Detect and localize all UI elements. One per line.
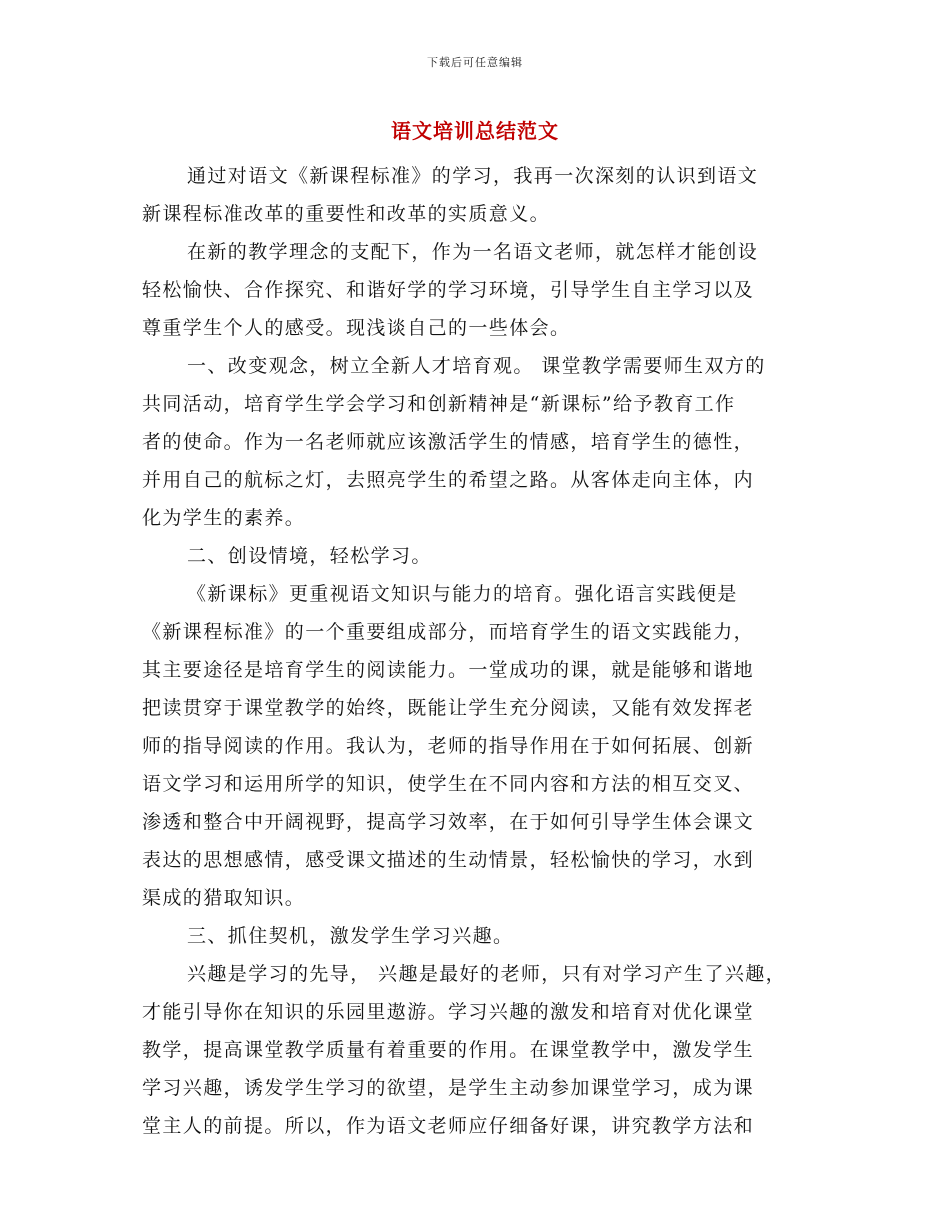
paragraph-line: 《新课程标准》的一个重要组成部分，而培育学生的语文实践能力， — [142, 621, 755, 643]
paragraph-line: 堂主人的前提。所以，作为语文老师应仔细备好课，讲究教学方法和 — [142, 1115, 755, 1137]
paragraph-line: 尊重学生个人的感受。现浅谈自己的一些体会。 — [142, 317, 571, 339]
paragraph-line: 者的使命。作为一名老师就应该激活学生的情感，培育学生的德性， — [142, 431, 755, 453]
page-header-note: 下载后可任意编辑 — [427, 56, 523, 69]
paragraph-line: 《新课标》更重视语文知识与能力的培育。强化语言实践便是 — [187, 583, 738, 605]
paragraph-line: 并用自己的航标之灯，去照亮学生的希望之路。从客体走向主体，内 — [142, 469, 755, 491]
paragraph-line: 轻松愉快、合作探究、和谐好学的学习环境，引导学生自主学习以及 — [142, 279, 755, 301]
paragraph-line: 才能引导你在知识的乐园里遨游。学习兴趣的激发和培育对优化课堂 — [142, 1001, 755, 1023]
document-body — [142, 157, 842, 1145]
paragraph-line: 学习兴趣，诱发学生学习的欲望，是学生主动参加课堂学习，成为课 — [142, 1077, 755, 1099]
paragraph-line: 表达的思想感情，感受课文描述的生动情景，轻松愉快的学习，水到 — [142, 849, 755, 871]
paragraph-line: 语文学习和运用所学的知识，使学生在不同内容和方法的相互交叉、 — [142, 773, 755, 795]
paragraph-line: 渠成的猎取知识。 — [142, 887, 306, 909]
paragraph-line: 新课程标准改革的重要性和改革的实质意义。 — [142, 203, 551, 225]
paragraph-line: 通过对语文《新课程标准》的学习，我再一次深刻的认识到语文 — [187, 165, 759, 187]
paragraph-line: 在新的教学理念的支配下，作为一名语文老师，就怎样才能创设 — [187, 241, 759, 263]
paragraph-line: 共同活动，培育学生学会学习和创新精神是“新课标”给予教育工作 — [142, 393, 736, 415]
paragraph-line: 其主要途径是培育学生的阅读能力。一堂成功的课，就是能够和谐地 — [142, 659, 755, 681]
paragraph-line: 把读贯穿于课堂教学的始终，既能让学生充分阅读，又能有效发挥老 — [142, 697, 755, 719]
paragraph-line: 兴趣是学习的先导， 兴趣是最好的老师，只有对学习产生了兴趣， — [187, 963, 787, 985]
document-title: 语文培训总结范文 — [391, 119, 559, 143]
paragraph-line: 师的指导阅读的作用。我认为，老师的指导作用在于如何拓展、创新 — [142, 735, 755, 757]
paragraph-line: 化为学生的素养。 — [142, 507, 306, 529]
section-heading-line: 一、改变观念，树立全新人才培育观。 课堂教学需要师生双方的 — [187, 355, 766, 377]
paragraph-line: 教学，提高课堂教学质量有着重要的作用。在课堂教学中，激发学生 — [142, 1039, 755, 1061]
paragraph-line: 渗透和整合中开阔视野，提高学习效率，在于如何引导学生体会课文 — [142, 811, 755, 833]
section-heading-line: 二、创设情境，轻松学习。 — [187, 545, 432, 567]
section-heading-line: 三、抓住契机，激发学生学习兴趣。 — [187, 925, 514, 947]
